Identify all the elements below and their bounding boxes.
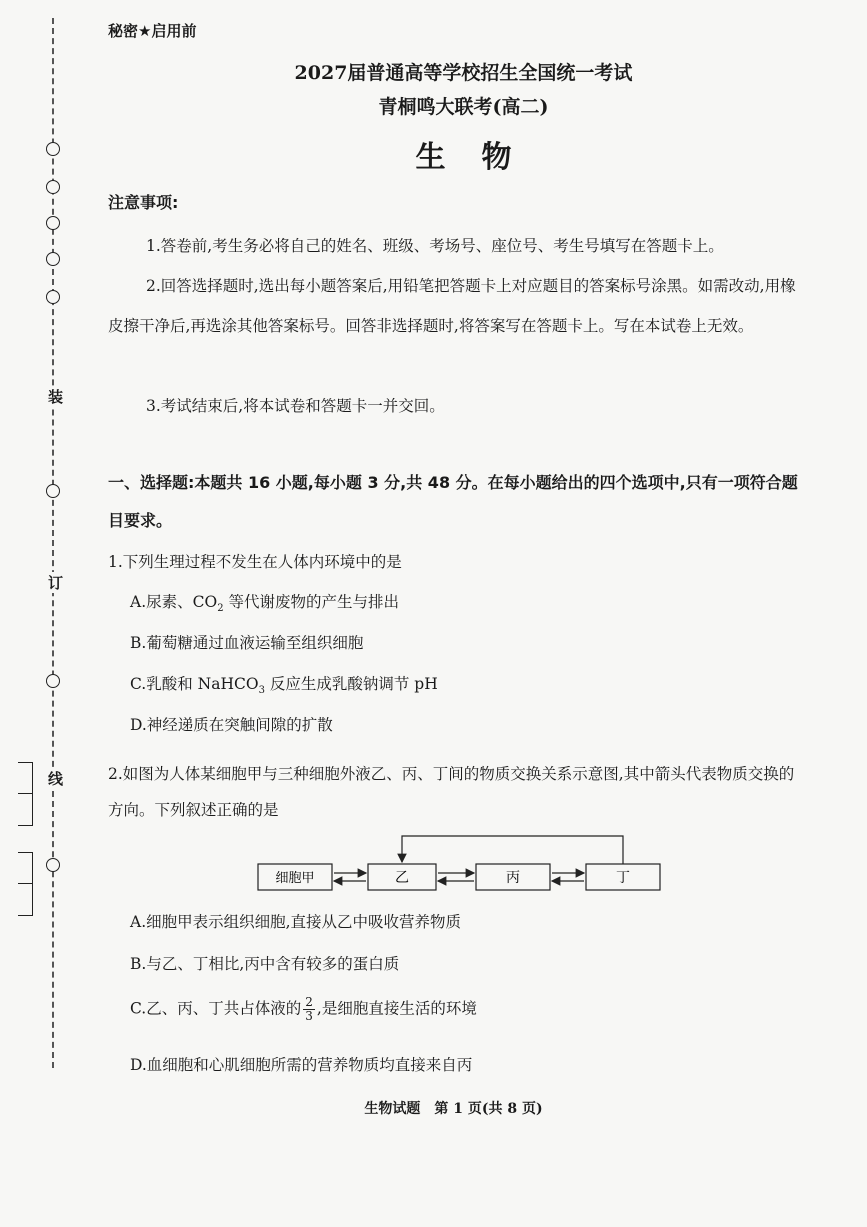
- question-1-stem: 1.下列生理过程不发生在人体内环境中的是: [108, 553, 402, 571]
- notice-item-1: 1.答卷前,考生务必将自己的姓名、班级、考场号、座位号、考生号填写在答题卡上。: [146, 237, 724, 255]
- binding-hole-icon: [46, 290, 60, 304]
- binding-label-zhuang: 装: [48, 388, 64, 406]
- secret-label: 秘密★启用前: [108, 22, 197, 40]
- notice-heading: 注意事项:: [108, 193, 179, 212]
- binding-hole-icon: [46, 252, 60, 266]
- page-footer: 生物试题 第 1 页(共 8 页): [364, 1101, 543, 1117]
- exchange-diagram: [256, 832, 666, 900]
- binding-label-xian: 线: [48, 770, 64, 788]
- question-1-option-c: C.乳酸和 NaHCO$_3$ 反应生成乳酸钠调节 pH: [130, 675, 438, 697]
- binding-hole-icon: [46, 216, 60, 230]
- notice-item-2: 2.回答选择题时,选出每小题答案后,用铅笔把答题卡上对应题目的答案标号涂黑。如需改动,用橡皮擦干净后,再选涂其他答案标号。回答非选择题时,将答案写在答题卡上。写在本试卷上无效。: [108, 277, 796, 335]
- margin-bracket: [18, 762, 33, 826]
- exam-title: 2027届普通高等学校招生全国统一考试: [294, 62, 633, 84]
- diagram-label-cell-jia: 细胞甲: [275, 871, 315, 886]
- margin-bracket: [18, 852, 33, 916]
- question-2-option-b: B.与乙、丁相比,丙中含有较多的蛋白质: [130, 955, 400, 973]
- diagram-label-bing: 丙: [506, 870, 520, 886]
- question-2-option-c: C.乙、丙、丁共占体液的 $\frac{2}{3}$ ,是细胞直接生活的环境: [130, 995, 477, 1023]
- binding-hole-icon: [46, 674, 60, 688]
- notice-item-3: 3.考试结束后,将本试卷和答题卡一并交回。: [146, 397, 445, 415]
- binding-hole-icon: [46, 180, 60, 194]
- question-1-option-b: B.葡萄糖通过血液运输至组织细胞: [130, 634, 364, 652]
- question-2-option-d: D.血细胞和心肌细胞所需的营养物质均直接来自丙: [130, 1056, 473, 1074]
- margin-bracket-divider: [18, 883, 32, 884]
- binding-hole-icon: [46, 484, 60, 498]
- section-heading: 一、选择题:本题共 16 小题,每小题 3 分,共 48 分。在每小题给出的四个选项中,只有一项符合题目要求。: [108, 473, 798, 530]
- margin-bracket-divider: [18, 793, 32, 794]
- diagram-label-yi: 乙: [395, 870, 409, 886]
- binding-label-ding: 订: [48, 574, 64, 592]
- fraction-two-thirds: $\frac{2}{3}$: [305, 995, 313, 1023]
- question-2-stem: 2.如图为人体某细胞甲与三种细胞外液乙、丙、丁间的物质交换关系示意图,其中箭头代表物质交换的方向。下列叙述正确的是: [108, 765, 795, 819]
- binding-hole-icon: [46, 858, 60, 872]
- question-1-option-a: A.尿素、$CO_2$ 等代谢废物的产生与排出: [130, 593, 400, 615]
- subject-title: 生物: [415, 140, 548, 175]
- question-1-option-d: D.神经递质在突触间隙的扩散: [130, 716, 333, 734]
- question-2-option-a: A.细胞甲表示组织细胞,直接从乙中吸收营养物质: [130, 913, 462, 931]
- exam-subtitle: 青桐鸣大联考(高二): [378, 96, 549, 118]
- diagram-label-ding: 丁: [616, 870, 630, 886]
